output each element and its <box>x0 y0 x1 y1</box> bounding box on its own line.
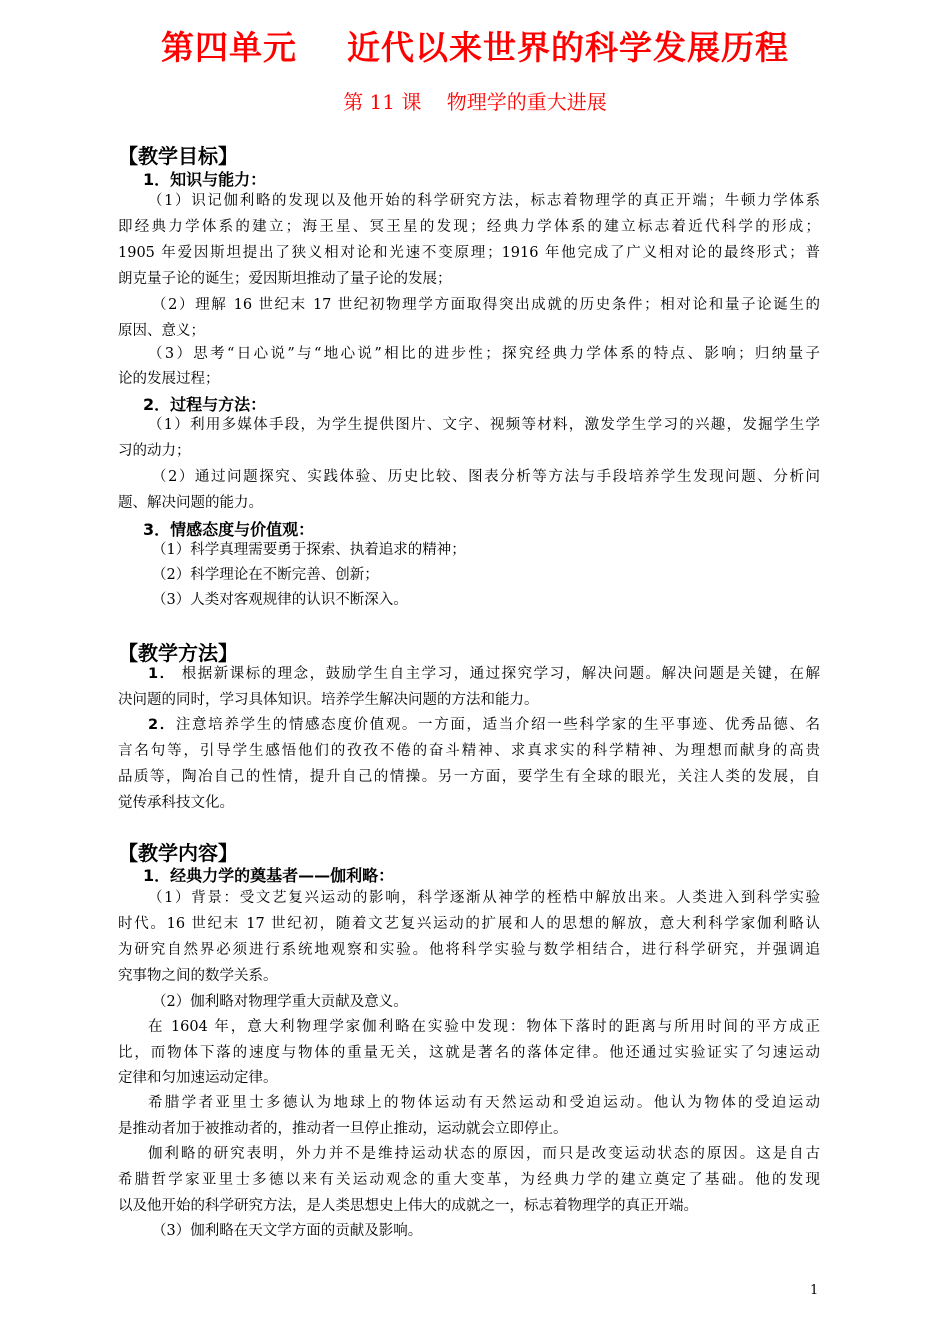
paragraph-line: 觉传承科技文化。 <box>118 795 234 811</box>
lesson-title: 第 11 课 物理学的重大进展 <box>343 90 607 114</box>
paragraph-line: 究事物之间的数学关系。 <box>118 968 278 984</box>
paragraph-line: 言名句等，引导学生感悟他们的孜孜不倦的奋斗精神、求真求实的科学精神、为理想而献身的高贵 <box>118 743 820 759</box>
paragraph-line: （2）理解 16 世纪末 17 世纪初物理学方面取得突出成就的历史条件；相对论和量子论诞生的 <box>152 297 820 313</box>
paragraph-line: 1905 年爱因斯坦提出了狭义相对论和光速不变原理；1916 年他完成了广义相对论的最终形式；普 <box>118 245 820 261</box>
paragraph-line: （1）识记伽利略的发现以及他开始的科学研究方法，标志着物理学的真正开端；牛顿力学体系 <box>148 193 820 209</box>
paragraph-line: （2）科学理论在不断完善、创新； <box>152 567 379 583</box>
paragraph-line: （3）思考“日心说”与“地心说”相比的进步性；探究经典力学体系的特点、影响；归纳量子 <box>148 346 820 362</box>
paragraph-line: （1）科学真理需要勇于探索、执着追求的精神； <box>152 542 466 558</box>
paragraph-line: 伽利略的研究表明，外力并不是维持运动状态的原因，而只是改变运动状态的原因。这是自古 <box>148 1146 820 1162</box>
paragraph-line: （2）伽利略对物理学重大贡献及意义。 <box>152 994 408 1010</box>
paragraph-line: 定律和匀加速运动定律。 <box>118 1070 278 1086</box>
paragraph-line: （1）背景：受文艺复兴运动的影响，科学逐渐从神学的桎梏中解放出来。人类进入到科学实验 <box>148 890 820 906</box>
list-number: 1． <box>148 666 176 682</box>
paragraph-line: 为研究自然界必须进行系统地观察和实验。他将科学实验与数学相结合，进行科学研究，并强调追 <box>118 942 820 958</box>
paragraph-text: 根据新课标的理念，鼓励学生自主学习，通过探究学习，解决问题。解决问题是关键，在解 <box>181 666 821 682</box>
page-number: 1 <box>810 1283 819 1298</box>
paragraph-line: 在 1604 年，意大利物理学家伽利略在实验中发现：物体下落时的距离与所用时间的平方成正 <box>148 1019 820 1035</box>
content-heading: 【教学内容】 <box>118 841 238 865</box>
knowledge-subheading: 1．知识与能力： <box>143 170 267 189</box>
galileo-subheading: 1．经典力学的奠基者——伽利略： <box>143 866 395 885</box>
paragraph-line: 原因、意义； <box>118 323 205 339</box>
paragraph-line: 论的发展过程； <box>118 371 220 387</box>
objectives-heading: 【教学目标】 <box>118 144 238 168</box>
paragraph-line: 希腊哲学家亚里士多德以来有关运动观念的重大变革，为经典力学的建立奠定了基础。他的发现 <box>118 1172 820 1188</box>
paragraph-line: 朗克量子论的诞生；爱因斯坦推动了量子论的发展； <box>118 271 452 287</box>
paragraph-line: （3）人类对客观规律的认识不断深入。 <box>152 592 408 608</box>
paragraph-line <box>148 716 820 734</box>
values-subheading: 3．情感态度与价值观： <box>143 520 315 539</box>
list-number: 2． <box>148 717 176 733</box>
paragraph-line: 决问题的同时，学习具体知识。培养学生解决问题的方法和能力。 <box>118 692 539 708</box>
paragraph-line: 习的动力； <box>118 443 191 459</box>
methods-heading: 【教学方法】 <box>118 641 238 665</box>
paragraph-line: 希腊学者亚里士多德认为地球上的物体运动有天然运动和受迫运动。他认为物体的受迫运动 <box>148 1095 820 1111</box>
paragraph-text: 注意培养学生的情感态度价值观。一方面，适当介绍一些科学家的生平事迹、优秀品德、名 <box>175 717 821 733</box>
paragraph-line: 是推动者加于被推动者的，推动者一旦停止推动，运动就会立即停止。 <box>118 1121 568 1137</box>
paragraph-line: 题、解决问题的能力。 <box>118 495 263 511</box>
paragraph-line <box>148 665 820 683</box>
paragraph-line: 即经典力学体系的建立；海王星、冥王星的发现；经典力学体系的建立标志着近代科学的形成； <box>118 219 820 235</box>
paragraph-line: 时代。16 世纪末 17 世纪初，随着文艺复兴运动的扩展和人的思想的解放，意大利科学家伽利略认 <box>118 916 820 932</box>
paragraph-line: （3）伽利略在天文学方面的贡献及影响。 <box>152 1223 423 1239</box>
paragraph-line: 以及他开始的科学研究方法，是人类思想史上伟大的成就之一，标志着物理学的真正开端。 <box>118 1198 698 1214</box>
unit-title: 第四单元 近代以来世界的科学发展历程 <box>161 28 789 67</box>
paragraph-line: 品质等，陶冶自己的性情，提升自己的情操。另一方面，要学生有全球的眼光，关注人类的发展，自 <box>118 769 820 785</box>
paragraph-line: 比，而物体下落的速度与物体的重量无关，这就是著名的落体定律。他还通过实验证实了匀速运动 <box>118 1045 820 1061</box>
paragraph-line: （2）通过问题探究、实践体验、历史比较、图表分析等方法与手段培养学生发现问题、分析问 <box>152 469 820 485</box>
process-subheading: 2．过程与方法： <box>143 395 267 414</box>
paragraph-line: （1）利用多媒体手段，为学生提供图片、文字、视频等材料，激发学生学习的兴趣，发掘学生学 <box>148 417 820 433</box>
